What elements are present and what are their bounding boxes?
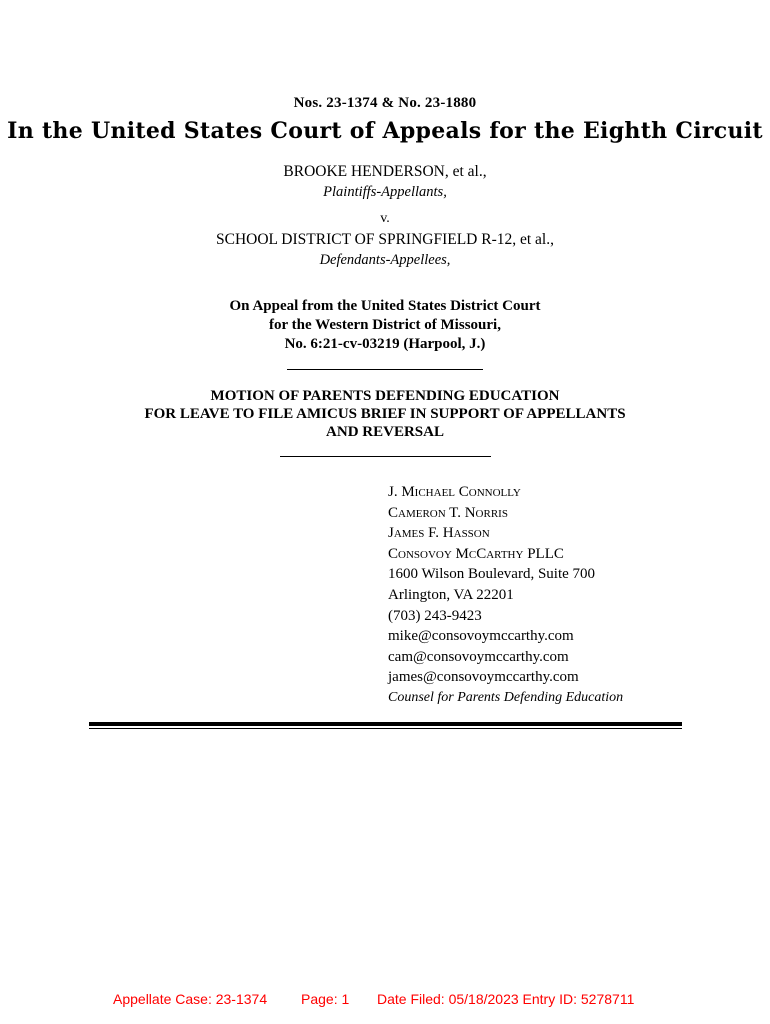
closing-rule-thin [89, 728, 682, 729]
appeal-line-3: No. 6:21-cv-03219 (Harpool, J.) [284, 336, 486, 352]
motion-title [0, 387, 770, 441]
attorney-name: Cameron T. Norris [388, 504, 508, 521]
plaintiff-name: BROOKE HENDERSON, et al., [283, 163, 487, 180]
separator-rule-2 [280, 456, 491, 457]
attorney-name: James F. Hasson [388, 525, 490, 542]
appeal-line-1: On Appeal from the United States District Court [229, 298, 541, 314]
footer-date-filed: Date Filed: 05/18/2023 Entry ID: 5278711 [377, 991, 635, 1007]
phone-number: (703) 243-9423 [388, 607, 482, 624]
footer-case-number: Appellate Case: 23-1374 [113, 991, 268, 1007]
email-address: mike@consovoymccarthy.com [388, 628, 574, 645]
motion-line-3: AND REVERSAL [326, 424, 444, 440]
law-firm: Consovoy McCarthy PLLC [388, 545, 564, 562]
motion-line-2: FOR LEAVE TO FILE AMICUS BRIEF IN SUPPORT OF APPELLANTS [144, 406, 626, 422]
email-address: cam@consovoymccarthy.com [388, 648, 569, 665]
versus: v. [380, 211, 390, 226]
address-line-2: Arlington, VA 22201 [388, 586, 514, 603]
docket-numbers: Nos. 23-1374 & No. 23-1880 [293, 95, 477, 111]
separator-rule-1 [287, 369, 483, 370]
defendant-name: SCHOOL DISTRICT OF SPRINGFIELD R-12, et al., [215, 231, 554, 248]
email-address: james@consovoymccarthy.com [388, 669, 579, 686]
counsel-role: Counsel for Parents Defending Education [388, 689, 624, 705]
address-line-1: 1600 Wilson Boulevard, Suite 700 [388, 566, 596, 583]
plaintiff-role: Plaintiffs-Appellants, [323, 184, 447, 200]
defendant-role: Defendants-Appellees, [319, 252, 451, 268]
closing-rule-thick [89, 722, 682, 726]
footer-page-number: Page: 1 [301, 991, 350, 1007]
appeal-block [0, 297, 770, 354]
attorney-name: J. Michael Connolly [388, 484, 521, 500]
court-title: In the United States Court of Appeals for the Eighth Circuit [7, 118, 763, 144]
appeal-line-2: for the Western District of Missouri, [269, 317, 501, 333]
motion-line-1: MOTION OF PARENTS DEFENDING EDUCATION [210, 388, 560, 404]
counsel-block [388, 482, 623, 709]
